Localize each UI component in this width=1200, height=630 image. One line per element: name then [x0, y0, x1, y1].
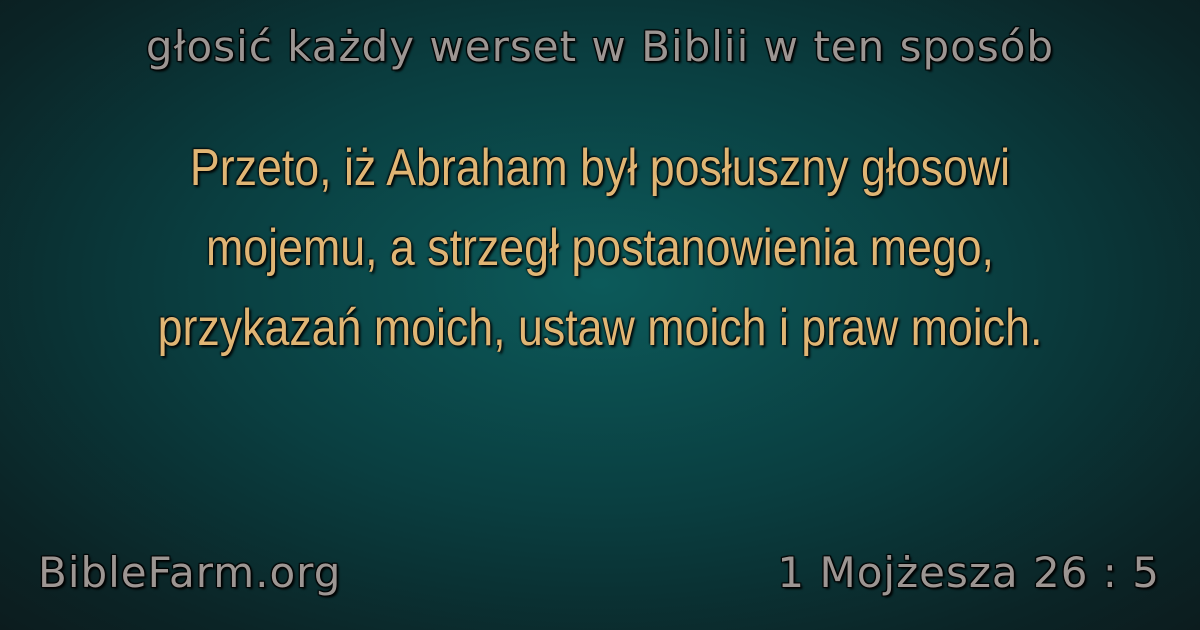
- site-name: BibleFarm.org: [38, 548, 342, 597]
- verse-text: Przeto, iż Abraham był posłuszny głosowi mojemu, a strzegł postanowienia mego, przykazań moich, ustaw moich i praw moich.: [157, 139, 1043, 357]
- header-tagline: głosić każdy werset w Biblii w ten sposób: [145, 22, 1055, 71]
- verse-reference: 1 Mojżesza 26 : 5: [777, 548, 1160, 597]
